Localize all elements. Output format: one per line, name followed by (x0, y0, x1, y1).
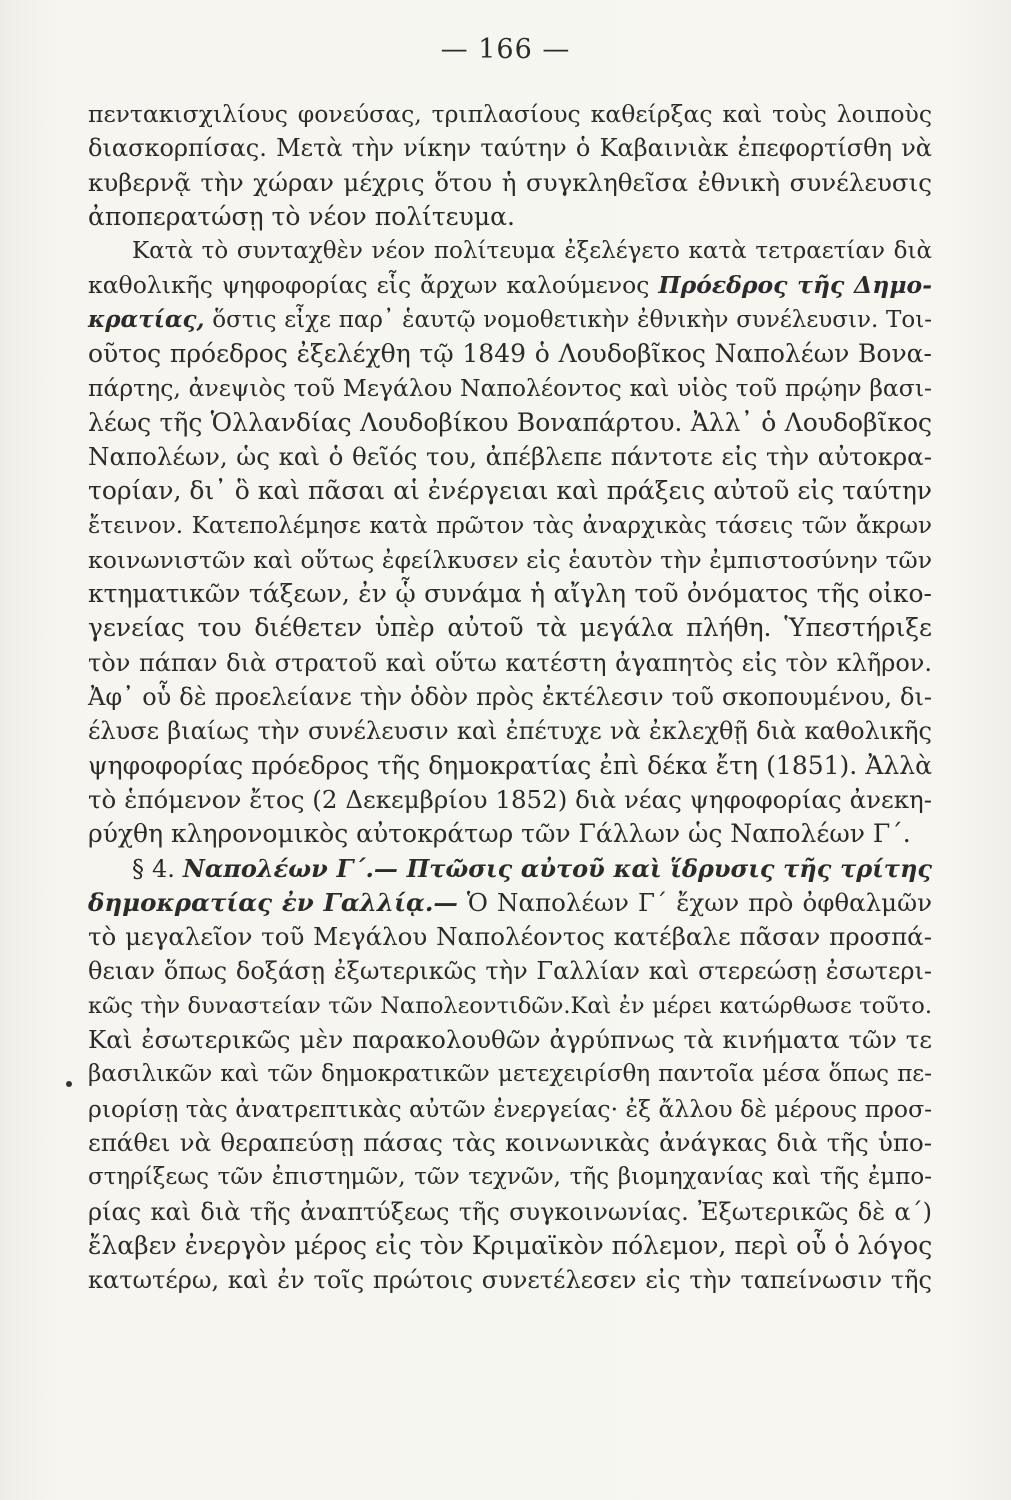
section-heading-line: § 4. Ναπολέων Γ΄.— Πτῶσις αὐτοῦ καὶ ἵδρυσις τῆς τρίτης (132, 853, 933, 883)
text-line: τορίαν, δι᾽ ὃ καὶ πᾶσαι αἱ ἐνέργειαι καὶ πράξεις αὐτοῦ εἰς ταύτην (88, 476, 932, 506)
text-line: γενείας του διέθετεν ὑπὲρ αὐτοῦ τὰ μεγάλα πλήθη. Ὑπεστήριξε (88, 613, 932, 643)
margin-mark (66, 1081, 72, 1087)
text-line: Ναπολέων, ὡς καὶ ὁ θεῖός του, ἀπέβλεπε πάντοτε εἰς τὴν αὐτοκρα- (88, 441, 932, 471)
section-title: Ναπολέων Γ΄.— Πτῶσις αὐτοῦ καὶ ἵδρυσις τῆς τρίτης (182, 853, 933, 883)
text-line: ἔτεινον. Κατεπολέμησε κατὰ πρῶτον τὰς ἀναρχικὰς τάσεις τῶν ἄκρων (88, 512, 932, 539)
text-line: κτηματικῶν τάξεων, ἐν ᾧ συνάμα ἡ αἴγλη τοῦ ὀνόματος τῆς οἰκο- (88, 579, 932, 609)
text-line: Κατὰ τὸ συνταχθὲν νέον πολίτευμα ἐξελέγετο κατὰ τετραετίαν διὰ (132, 238, 932, 265)
text-line: ἔλαβεν ἐνεργὸν μέρος εἰς τὸν Κριμαϊκὸν πόλεμον, περὶ οὗ ὁ λόγος (88, 1230, 933, 1260)
text-line: κατωτέρω, καὶ ἐν τοῖς πρώτοις συνετέλεσεν εἰς τὴν ταπείνωσιν τῆς (88, 1266, 932, 1295)
text-line: βασιλικῶν καὶ τῶν δημοκρατικῶν μετεχειρίσθη παντοῖα μέσα ὅπως πε- (88, 1061, 932, 1088)
page-number: — 166 — (440, 34, 571, 65)
text-line: ἀποπερατώσῃ τὸ νέον πολίτευμα. (88, 201, 515, 231)
text-line: λέως τῆς Ὁλλανδίας Λουδοβίκου Βοναπάρτου. Ἀλλ᾽ ὁ Λουδοβῖκος (88, 407, 932, 437)
text-line: καθολικῆς ψηφοφορίας εἷς ἄρχων καλούμενος Πρόεδρος τῆς Δημο- (88, 271, 932, 300)
bold-term: Πρόεδρος τῆς Δημο- (658, 271, 932, 300)
text-line: οῦτος πρόεδρος ἐξελέχθη τῷ 1849 ὁ Λουδοβῖκος Ναπολέων Βονα- (88, 339, 932, 369)
text-line: έλυσε βιαίως τὴν συνέλευσιν καὶ ἐπέτυχε νὰ ἐκλεχθῇ διὰ καθολικῆς (88, 717, 932, 746)
text-line: κῶς τὴν δυναστείαν τῶν Ναπολεοντιδῶν.Καὶ ἐν μέρει κατώρθωσε τοῦτο. (88, 992, 932, 1019)
text-line: τὸν πάπαν διὰ στρατοῦ καὶ οὕτω κατέστη ἀγαπητὸς εἰς τὸν κλῆρον. (88, 648, 932, 677)
text-line: τὸ μεγαλεῖον τοῦ Μεγάλου Ναπολέοντος κατέβαλε πᾶσαν προσπά- (88, 922, 932, 952)
text-line: ρίας καὶ διὰ τῆς ἀναπτύξεως τῆς συγκοινωνίας. Ἐξωτερικῶς δὲ α΄) (88, 1197, 932, 1226)
text-line: διασκορπίσας. Μετὰ τὴν νίκην ταύτην ὁ Καβαινιὰκ ἐπεφορτίσθη νὰ (88, 134, 932, 163)
text-line: πάρτης, ἀνεψιὸς τοῦ Μεγάλου Ναπολέοντος καὶ υἱὸς τοῦ πρῴην βασι- (88, 374, 932, 403)
text-line: τὸ ἑπόμενον ἔτος (2 Δεκεμβρίου 1852) διὰ νέας ψηφοφορίας ἀνεκη- (88, 784, 932, 814)
text-line: θειαν ὅπως δοξάσῃ ἐξωτερικῶς τὴν Γαλλίαν καὶ στερεώσῃ ἐσωτερι- (88, 957, 932, 986)
text-line: Καὶ ἐσωτερικῶς μὲν παρακολουθῶν ἀγρύπνως τὰ κινήματα τῶν τε (88, 1025, 932, 1055)
text-line: πεντακισχιλίους φονεύσας, τριπλασίους καθείρξας καὶ τοὺς λοιποὺς (88, 100, 932, 128)
text-line: κρατίας, ὅστις εἶχε παρ᾽ ἑαυτῷ νομοθετικὴν ἐθνικὴν συνέλευσιν. Τοι- (88, 305, 932, 333)
text-line: στηρίξεως τῶν ἐπιστημῶν, τῶν τεχνῶν, τῆς βιομηχανίας καὶ τῆς ἐμπο- (88, 1164, 932, 1191)
text-line: επάθει νὰ θεραπεύσῃ πάσας τὰς κοινωνικὰς ἀνάγκας διὰ τῆς ὑπο- (88, 1127, 932, 1157)
text-line: ριορίσῃ τὰς ἀνατρεπτικὰς αὐτῶν ἐνεργείας· ἐξ ἄλλου δὲ μέρους προσ- (88, 1094, 933, 1123)
section-title: δημοκρατίας ἐν Γαλλίᾳ.— (88, 887, 458, 917)
text-line: κοινωνιστῶν καὶ οὕτως ἐφείλκυσεν εἰς ἑαυτὸν τὴν ἐμπιστοσύνην τῶν (88, 545, 932, 574)
text-line: δημοκρατίας ἐν Γαλλίᾳ.— Ὁ Ναπολέων Γ΄ ἔχων πρὸ ὀφθαλμῶν (88, 887, 932, 917)
text-line: ρύχθη κληρονομικὸς αὐτοκράτωρ τῶν Γάλλων ὡς Ναπολέων Γ΄. (88, 819, 911, 849)
text-line: κυβερνᾷ τὴν χώραν μέχρις ὅτου ἡ συγκληθεῖσα ἐθνικὴ συνέλευσις (88, 167, 932, 197)
text-line: Ἀφ᾽ οὗ δὲ προελείανε τὴν ὁδὸν πρὸς ἐκτέλεσιν τοῦ σκοπουμένου, δι- (88, 683, 932, 712)
body-text (88, 97, 932, 1297)
bold-term: κρατίας, (88, 305, 205, 333)
text-line: ψηφοφορίας πρόεδρος τῆς δημοκρατίας ἐπὶ δέκα ἔτη (1851). Ἀλλὰ (88, 750, 932, 780)
